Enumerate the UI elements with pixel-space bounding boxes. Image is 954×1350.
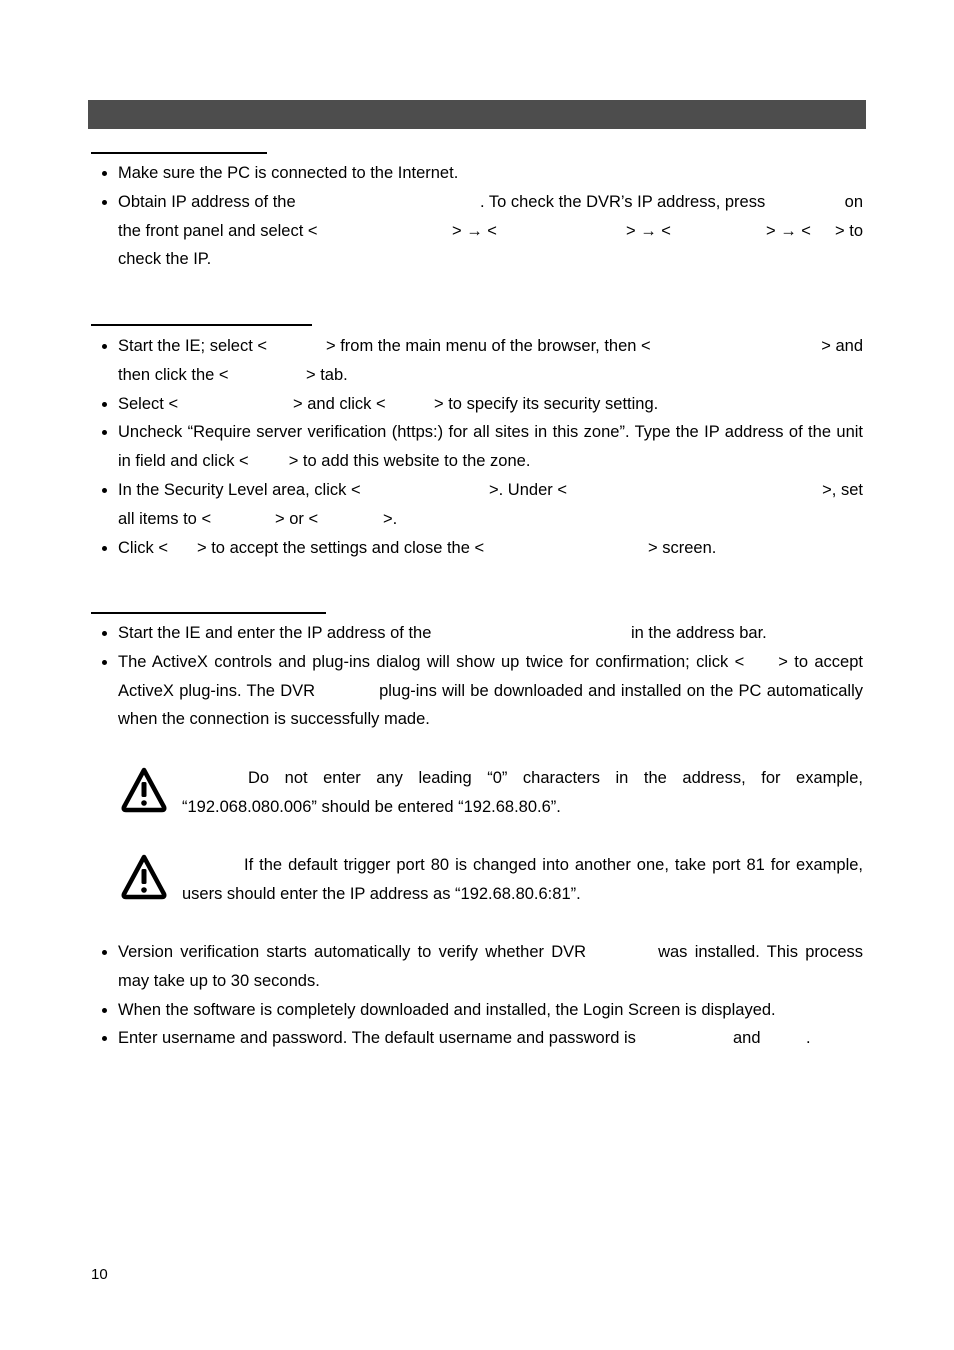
item-text: Select < bbox=[118, 394, 179, 413]
item-text: and bbox=[733, 1029, 761, 1048]
list-item bbox=[100, 534, 863, 563]
item-text: >. bbox=[383, 509, 398, 528]
item-text: Version verification starts automatically to verify whether DVR bbox=[118, 943, 587, 961]
item-text: plug-ins will be downloaded and installed on the PC automatically when the connection is successfully made. bbox=[118, 681, 864, 729]
item-text: > screen. bbox=[648, 538, 717, 557]
item-text: In the Security Level area, click < bbox=[118, 480, 361, 499]
item-text: . bbox=[806, 1029, 811, 1048]
list-item bbox=[100, 418, 863, 476]
list-item bbox=[100, 332, 863, 390]
item-text: > to bbox=[835, 221, 863, 240]
item-text: . To check the DVR’s IP address, press bbox=[480, 192, 766, 211]
item-text: > and click < bbox=[293, 394, 386, 413]
item-text: Start the IE; select < bbox=[118, 337, 268, 355]
item-text: was installed. This process may take up to 30 seconds. bbox=[118, 943, 863, 990]
item-text: > from the main menu of the browser, then < bbox=[326, 337, 651, 355]
item-text: Uncheck “Require server verification (https:) for all sites in this zone”. Type the IP address of the unit in field and click < bbox=[118, 423, 863, 471]
item-text: then click the < bbox=[118, 365, 229, 384]
note-text: If the default trigger port 80 is changed into another one, take port 81 for example, users should enter the IP address as “192.68.80.6:81”. bbox=[182, 856, 863, 903]
bullet-list bbox=[100, 938, 863, 1053]
item-text: > to accept ActiveX plug-ins. The DVR bbox=[118, 652, 863, 700]
item-text: > to add this website to the zone. bbox=[288, 452, 531, 471]
warning-triangle-icon bbox=[120, 764, 168, 814]
section-header-bar bbox=[88, 100, 866, 129]
item-text: > to accept the settings and close the < bbox=[197, 538, 485, 557]
item-text: Click < bbox=[118, 538, 168, 557]
item-text: The ActiveX controls and plug-ins dialog will show up twice for confirmation; click < bbox=[118, 652, 745, 671]
item-text: >, set bbox=[822, 480, 863, 499]
list-item bbox=[100, 619, 863, 648]
item-text: > or < bbox=[275, 509, 319, 528]
list-item bbox=[100, 648, 863, 734]
item-text: >. Under < bbox=[489, 480, 567, 499]
bullet-list bbox=[100, 159, 863, 274]
item-text: the front panel and select < bbox=[118, 221, 318, 240]
list-item bbox=[100, 188, 863, 274]
item-text: in the address bar. bbox=[631, 624, 767, 642]
item-text: > tab. bbox=[306, 365, 348, 384]
section-heading-underline bbox=[91, 152, 267, 154]
item-text: Obtain IP address of the bbox=[118, 192, 296, 211]
note-text: Do not enter any leading “0” characters in the address, for example, “192.068.080.006” should be entered “192.68.80.6”. bbox=[182, 769, 863, 816]
page-number: 10 bbox=[91, 1266, 108, 1283]
section-heading-underline bbox=[91, 612, 326, 614]
item-text: > → < bbox=[452, 221, 497, 240]
list-item bbox=[100, 476, 863, 534]
bullet-list bbox=[100, 619, 863, 734]
item-text: > → < bbox=[766, 221, 811, 240]
item-text: > and bbox=[821, 337, 863, 355]
list-item bbox=[100, 390, 863, 419]
item-text: When the software is completely downloaded and installed, the Login Screen is displayed. bbox=[118, 1000, 776, 1019]
bullet-list bbox=[100, 332, 863, 562]
item-text: > to specify its security setting. bbox=[434, 394, 659, 413]
item-text: Make sure the PC is connected to the Internet. bbox=[118, 164, 459, 182]
item-text: on bbox=[844, 192, 863, 211]
item-text: all items to < bbox=[118, 509, 212, 528]
item-text: Enter username and password. The default username and password is bbox=[118, 1029, 636, 1048]
list-item bbox=[100, 159, 863, 188]
section-heading-underline bbox=[91, 324, 312, 326]
list-item bbox=[100, 938, 863, 996]
item-text: check the IP. bbox=[118, 250, 212, 269]
list-item bbox=[100, 996, 863, 1025]
item-text: Start the IE and enter the IP address of the bbox=[118, 624, 432, 642]
item-text: > → < bbox=[626, 221, 671, 240]
list-item bbox=[100, 1024, 863, 1053]
warning-triangle-icon bbox=[120, 851, 168, 901]
